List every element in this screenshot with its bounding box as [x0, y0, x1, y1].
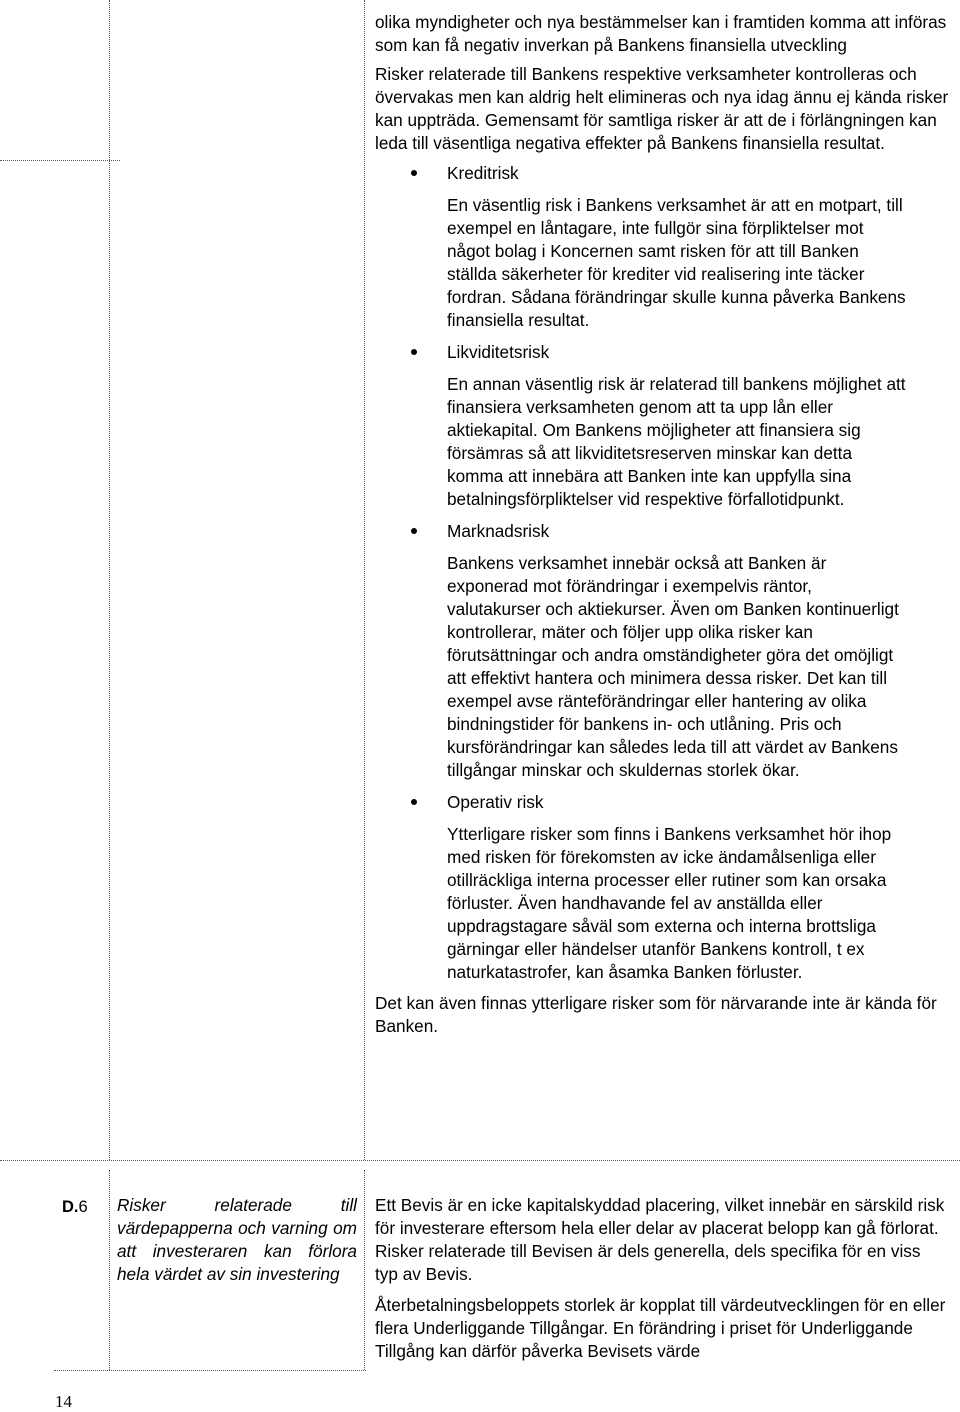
bullet-dot-icon — [411, 349, 417, 355]
bullet-text: Ytterligare risker som finns i Bankens verksamhet hör ihop med risken för förekomsten av icke ändamålsenliga eller otillräckliga interna processer eller rutiner som kan orsaka förluster. Även handhavande fel av anställda eller uppdragstagare såväl som externa och interna brottsliga gärningar eller händelser utanför Bankens kontroll, t ex naturkatastrofer, kan åsamka Banken förluster. — [447, 824, 892, 982]
bullet-dot-icon — [411, 170, 417, 176]
intro-paragraph: olika myndigheter och nya bestämmelser kan i framtiden komma att införas som kan få negativ inverkan på Bankens finansiella utveckling — [375, 12, 947, 55]
bullet-title: Marknadsrisk — [447, 521, 550, 541]
bullet-text: En väsentlig risk i Bankens verksamhet är att en motpart, till exempel en låntagare, inte fullgör sina förpliktelser mot något bolag i Koncernen samt risken för att till Banken ställda säkerheter för krediter vid realisering inte täcker fordran. Sådana förändringar skulle kunna påverka Bankens finansiella resultat. — [447, 195, 906, 330]
section-paragraph-1: Ett Bevis är en icke kapitalskyddad placering, vilket innebär en särskild risk för investerare eftersom hela eller delar av placerat belopp kan gå förlorat. Risker relaterade till Bevisen är dels generella, dels specifika för en viss typ av Bevis. — [375, 1195, 945, 1284]
bullet-title: Operativ risk — [447, 792, 544, 812]
bullet-dot-icon — [411, 528, 417, 534]
page-number: 14 — [55, 1392, 72, 1411]
risk-section-body — [375, 11, 960, 1038]
section-id — [62, 1196, 88, 1219]
bullet-title: Kreditrisk — [447, 163, 519, 183]
closing-paragraph: Det kan även finnas ytterligare risker som för närvarande inte är kända för Banken. — [375, 993, 937, 1036]
bullet-text: En annan väsentlig risk är relaterad till bankens möjlighet att finansiera verksamheten genom att ta upp lån eller aktiekapital. Om Bankens möjligheter att finansiera sig försämras så att likviditetsreserven minskar kan detta komma att innebära att Banken inte kan uppfylla sina betalningsförpliktelser vid respektive förfallotidpunkt. — [447, 374, 906, 509]
bullet-dot-icon — [411, 799, 417, 805]
table-row-separator — [0, 1160, 960, 1161]
table-border-divider-lower — [364, 1170, 365, 1370]
bullet-item-operativ-risk — [375, 791, 960, 984]
section-id-number: 6 — [78, 1198, 88, 1216]
bullet-item-likviditetsrisk — [375, 341, 960, 511]
bullet-text: Bankens verksamhet innebär också att Banken är exponerad mot förändringar i exempelvis räntor, valutakurser och aktiekurser. Även om Banken kontinuerligt kontrollerar, mäter och följer upp olika risker kan förutsättningar och andra omständigheter göra det omöjligt att effektivt hantera och minimera dessa risker. Det kan till exempel avse ränteförändringar eller hantering av olika bindningstider för bankens in- och utlåning. Pris och kursförändringar kan således leda till att värdet av Bankens tillgångar minskar och skuldernas storlek ökar. — [447, 553, 899, 780]
table-border-left-lower — [109, 1170, 110, 1370]
section-paragraph-2: Återbetalningsbeloppets storlek är kopplat till värdeutvecklingen för en eller flera Underliggande Tillgångar. En förändring i priset för Underliggande Tillgång kan därför påverka Bevisets värde — [375, 1295, 946, 1361]
table-border-divider-upper — [364, 0, 365, 1160]
table-border-left-upper — [109, 0, 110, 1160]
risk-paragraph: Risker relaterade till Bankens respektive verksamheter kontrolleras och övervakas men kan aldrig helt elimineras och nya idag ännu ej kända risker kan uppträda. Gemensamt för samtliga risker är att de i förlängningen kan leda till väsentliga negativa effekter på Bankens finansiella resultat. — [375, 64, 949, 153]
bullet-item-kreditrisk — [375, 162, 960, 332]
section-heading: Risker relaterade till värdepapperna och varning om att investeraren kan förlora hela värdet av sin investering — [117, 1195, 357, 1284]
section-id-letter: D. — [62, 1198, 79, 1216]
table-rule-short — [0, 160, 120, 161]
bullet-title: Likviditetsrisk — [447, 342, 550, 362]
table-bottom-rule — [54, 1370, 366, 1371]
section-body — [375, 1194, 947, 1363]
bullet-item-marknadsrisk — [375, 520, 960, 782]
